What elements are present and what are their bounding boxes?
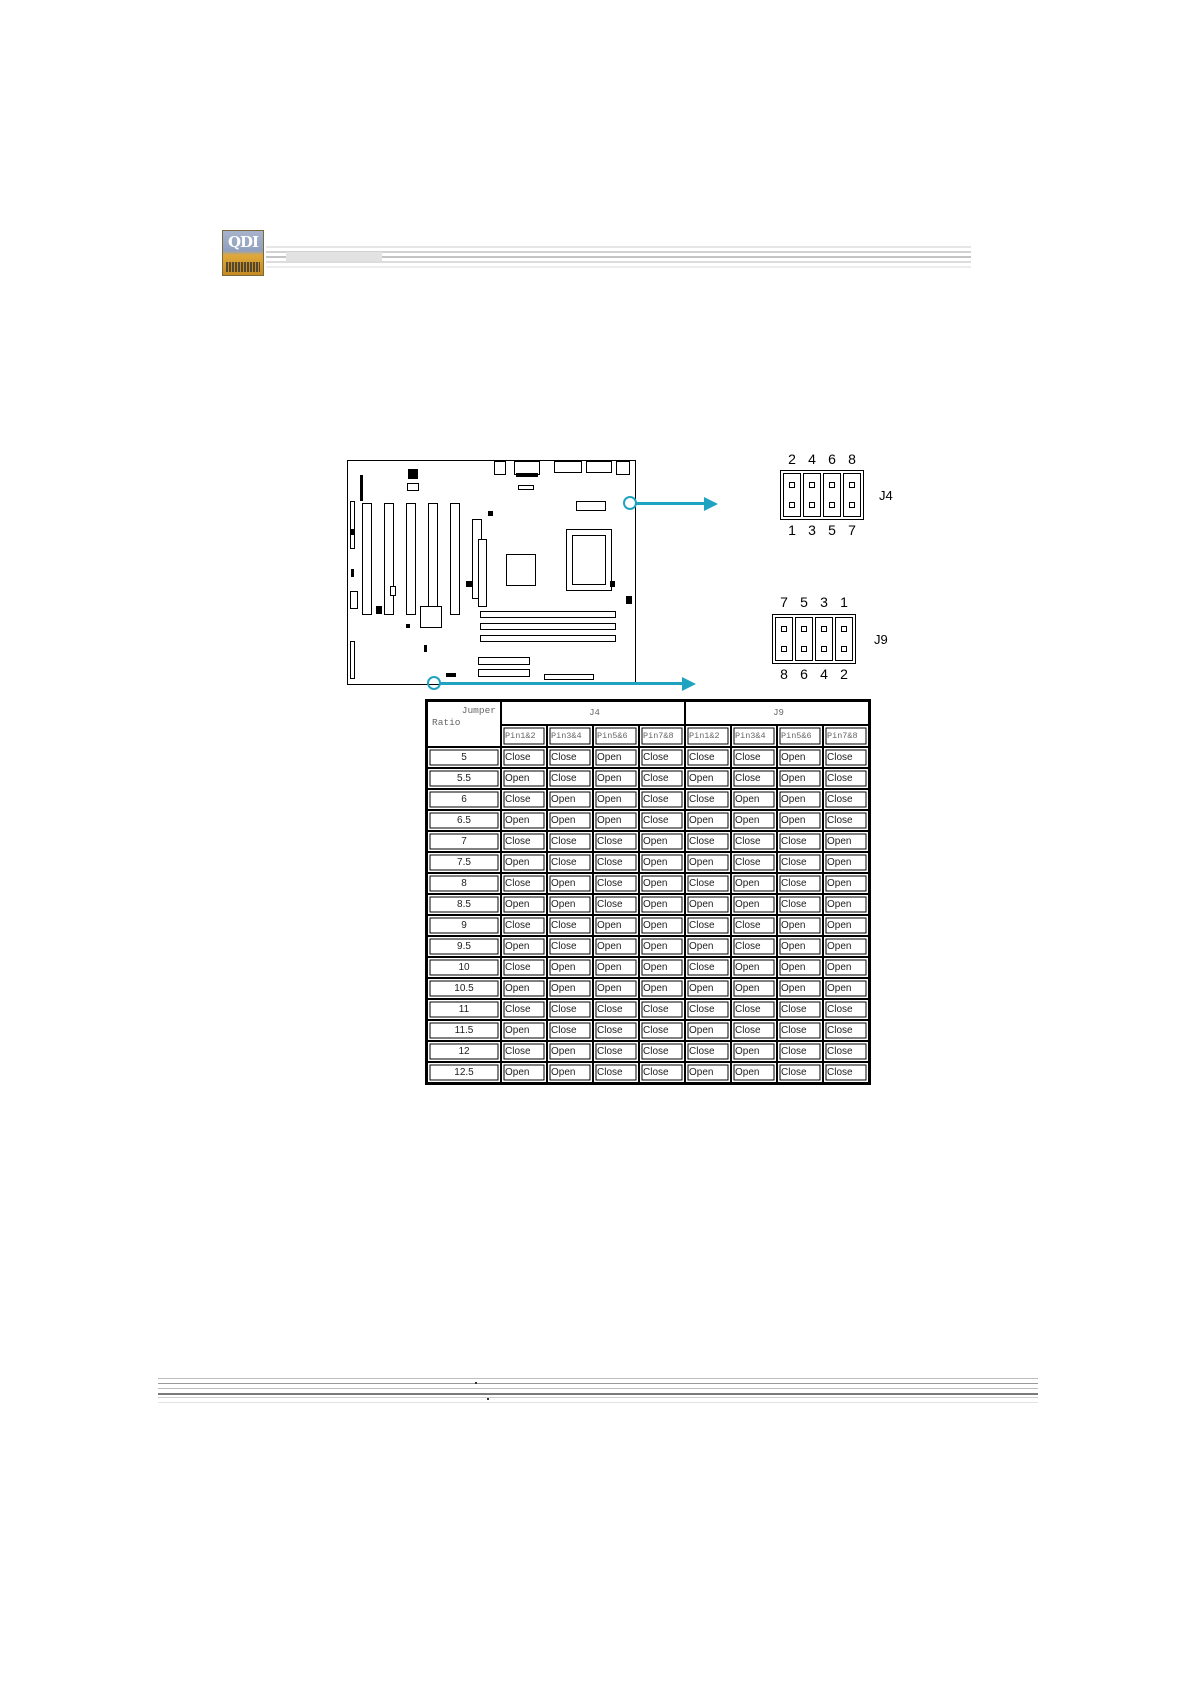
jumper-state-cell: Open xyxy=(823,831,869,852)
jumper-state-cell: Open xyxy=(639,936,685,957)
jumper-state-cell: Close xyxy=(547,768,593,789)
jumper-state-cell: Open xyxy=(639,915,685,936)
jumper-state-cell: Open xyxy=(731,957,777,978)
corner-jumper: Jumper xyxy=(461,705,496,716)
jumper-state-cell: Open xyxy=(593,978,639,999)
table-subheader: Pin5&6 xyxy=(593,725,639,747)
jumper-state-cell: Close xyxy=(731,852,777,873)
jumper-state-cell: Close xyxy=(593,852,639,873)
footer-mark xyxy=(487,1398,489,1400)
table-row xyxy=(427,1062,869,1083)
jumper-state-cell: Open xyxy=(501,894,547,915)
j9-bottom-pin: 2 xyxy=(840,666,848,682)
jumper-state-cell: Open xyxy=(593,915,639,936)
jumper-state-cell: Open xyxy=(547,894,593,915)
jumper-state-cell: Open xyxy=(547,810,593,831)
jumper-state-cell: Open xyxy=(593,789,639,810)
j4-arrow-head xyxy=(704,497,718,511)
jumper-state-cell: Open xyxy=(777,789,823,810)
j4-bottom-pin: 3 xyxy=(808,522,816,538)
motherboard-diagram xyxy=(347,460,636,685)
ratio-cell: 6 xyxy=(427,789,501,810)
jumper-j4-diagram xyxy=(780,448,900,548)
jumper-state-cell: Open xyxy=(547,978,593,999)
table-row xyxy=(427,1020,869,1041)
ratio-cell: 11 xyxy=(427,999,501,1020)
jumper-state-cell: Close xyxy=(823,1041,869,1062)
table-row xyxy=(427,852,869,873)
jumper-state-cell: Close xyxy=(685,999,731,1020)
jumper-state-cell: Open xyxy=(685,1020,731,1041)
jumper-state-cell: Close xyxy=(593,894,639,915)
ratio-cell: 8 xyxy=(427,873,501,894)
ratio-cell: 10 xyxy=(427,957,501,978)
jumper-state-cell: Open xyxy=(731,1062,777,1083)
j4-top-pin: 6 xyxy=(828,451,836,467)
table-row xyxy=(427,999,869,1020)
ratio-cell: 10.5 xyxy=(427,978,501,999)
jumper-state-cell: Open xyxy=(731,873,777,894)
jumper-state-cell: Close xyxy=(777,1020,823,1041)
table-row xyxy=(427,936,869,957)
jumper-state-cell: Open xyxy=(777,936,823,957)
jumper-state-cell: Close xyxy=(823,1020,869,1041)
jumper-state-cell: Close xyxy=(593,1062,639,1083)
table-subheader: Pin3&4 xyxy=(547,725,593,747)
table-row xyxy=(427,1041,869,1062)
jumper-state-cell: Open xyxy=(593,768,639,789)
ratio-cell: 9.5 xyxy=(427,936,501,957)
jumper-state-cell: Open xyxy=(823,978,869,999)
table-subheader: Pin1&2 xyxy=(685,725,731,747)
jumper-state-cell: Open xyxy=(685,810,731,831)
table-subheader: Pin7&8 xyxy=(823,725,869,747)
jumper-state-cell: Open xyxy=(593,810,639,831)
jumper-state-cell: Close xyxy=(501,831,547,852)
jumper-state-cell: Open xyxy=(777,915,823,936)
jumper-state-cell: Open xyxy=(731,810,777,831)
jumper-state-cell: Open xyxy=(639,831,685,852)
jumper-state-cell: Open xyxy=(639,852,685,873)
table-row xyxy=(427,768,869,789)
j9-top-pin: 3 xyxy=(820,594,828,610)
jumper-state-cell: Close xyxy=(593,831,639,852)
jumper-state-cell: Close xyxy=(547,936,593,957)
logo-text: QDI xyxy=(227,233,259,251)
jumper-state-cell: Close xyxy=(593,873,639,894)
table-group-j9: J9 xyxy=(685,701,869,725)
j9-bottom-pin: 6 xyxy=(800,666,808,682)
jumper-state-cell: Close xyxy=(731,999,777,1020)
jumper-state-cell: Open xyxy=(685,852,731,873)
jumper-state-cell: Close xyxy=(547,999,593,1020)
jumper-state-cell: Open xyxy=(731,1041,777,1062)
ratio-cell: 8.5 xyxy=(427,894,501,915)
jumper-state-cell: Close xyxy=(501,915,547,936)
table-row xyxy=(427,873,869,894)
table-row xyxy=(427,747,869,768)
jumper-state-cell: Open xyxy=(501,978,547,999)
jumper-state-cell: Open xyxy=(547,1062,593,1083)
jumper-state-cell: Close xyxy=(777,852,823,873)
table-subheader: Pin1&2 xyxy=(501,725,547,747)
table-row xyxy=(427,789,869,810)
header-tab xyxy=(286,252,382,261)
j4-arrow xyxy=(636,502,706,505)
ratio-cell: 5 xyxy=(427,747,501,768)
jumper-state-cell: Close xyxy=(639,768,685,789)
jumper-state-cell: Open xyxy=(685,894,731,915)
jumper-state-cell: Close xyxy=(777,873,823,894)
table-row xyxy=(427,957,869,978)
jumper-state-cell: Open xyxy=(593,957,639,978)
jumper-state-cell: Open xyxy=(593,936,639,957)
j4-top-pin: 4 xyxy=(808,451,816,467)
jumper-state-cell: Close xyxy=(823,747,869,768)
jumper-state-cell: Close xyxy=(777,831,823,852)
jumper-state-cell: Open xyxy=(731,789,777,810)
jumper-state-cell: Open xyxy=(501,936,547,957)
jumper-state-cell: Open xyxy=(823,936,869,957)
jumper-state-cell: Close xyxy=(731,831,777,852)
jumper-state-cell: Open xyxy=(731,894,777,915)
j9-top-pin: 7 xyxy=(780,594,788,610)
ratio-cell: 9 xyxy=(427,915,501,936)
jumper-state-cell: Open xyxy=(685,768,731,789)
jumper-state-cell: Close xyxy=(823,810,869,831)
j4-label: J4 xyxy=(879,488,893,503)
jumper-state-cell: Open xyxy=(593,747,639,768)
jumper-state-cell: Close xyxy=(501,747,547,768)
jumper-state-cell: Open xyxy=(547,957,593,978)
table-row xyxy=(427,894,869,915)
jumper-state-cell: Close xyxy=(639,1062,685,1083)
jumper-state-cell: Open xyxy=(501,1020,547,1041)
jumper-state-cell: Close xyxy=(501,789,547,810)
jumper-state-cell: Close xyxy=(777,1062,823,1083)
j9-top-pin: 1 xyxy=(840,594,848,610)
jumper-state-cell: Close xyxy=(685,789,731,810)
table-subheader: Pin5&6 xyxy=(777,725,823,747)
header-rule xyxy=(266,246,971,276)
jumper-state-cell: Open xyxy=(777,768,823,789)
jumper-state-cell: Close xyxy=(547,747,593,768)
logo-barcode xyxy=(226,262,260,272)
jumper-state-cell: Close xyxy=(639,1020,685,1041)
jumper-state-cell: Open xyxy=(777,978,823,999)
jumper-state-cell: Close xyxy=(593,999,639,1020)
jumper-state-cell: Close xyxy=(685,957,731,978)
jumper-state-cell: Open xyxy=(639,957,685,978)
j4-bottom-pin: 1 xyxy=(788,522,796,538)
jumper-state-cell: Close xyxy=(639,789,685,810)
jumper-state-cell: Close xyxy=(685,873,731,894)
j4-top-pin: 8 xyxy=(848,451,856,467)
ratio-cell: 5.5 xyxy=(427,768,501,789)
jumper-state-cell: Close xyxy=(547,915,593,936)
jumper-state-cell: Close xyxy=(685,831,731,852)
jumper-state-cell: Close xyxy=(731,936,777,957)
table-group-row xyxy=(427,701,869,725)
jumper-j9-diagram xyxy=(772,592,902,692)
jumper-state-cell: Close xyxy=(823,999,869,1020)
jumper-state-cell: Open xyxy=(823,852,869,873)
j4-bottom-pin: 7 xyxy=(848,522,856,538)
jumper-state-cell: Open xyxy=(777,957,823,978)
jumper-state-cell: Close xyxy=(685,1041,731,1062)
jumper-state-cell: Close xyxy=(685,915,731,936)
footer-mark xyxy=(475,1382,477,1384)
jumper-state-cell: Close xyxy=(823,768,869,789)
jumper-state-cell: Close xyxy=(639,747,685,768)
jumper-state-cell: Close xyxy=(731,1020,777,1041)
ratio-cell: 12.5 xyxy=(427,1062,501,1083)
jumper-state-cell: Close xyxy=(823,789,869,810)
jumper-state-cell: Open xyxy=(639,873,685,894)
table-row xyxy=(427,915,869,936)
jumper-state-cell: Close xyxy=(593,1041,639,1062)
j4-bottom-pin: 5 xyxy=(828,522,836,538)
table-row xyxy=(427,978,869,999)
j9-arrow-head xyxy=(682,677,696,691)
jumper-state-cell: Open xyxy=(685,978,731,999)
jumper-state-cell: Close xyxy=(501,957,547,978)
j4-top-pin: 2 xyxy=(788,451,796,467)
j4-locator-circle xyxy=(623,496,637,510)
jumper-state-cell: Close xyxy=(501,1041,547,1062)
jumper-state-cell: Open xyxy=(501,1062,547,1083)
jumper-state-cell: Close xyxy=(777,894,823,915)
table-subheader: Pin3&4 xyxy=(731,725,777,747)
j9-bottom-pin: 4 xyxy=(820,666,828,682)
jumper-state-cell: Close xyxy=(777,999,823,1020)
jumper-state-cell: Close xyxy=(731,768,777,789)
jumper-ratio-table xyxy=(425,699,871,1085)
table-subheader: Pin7&8 xyxy=(639,725,685,747)
jumper-state-cell: Open xyxy=(823,894,869,915)
corner-ratio: Ratio xyxy=(432,717,461,728)
jumper-state-cell: Close xyxy=(639,1041,685,1062)
table-group-j4: J4 xyxy=(501,701,685,725)
jumper-state-cell: Open xyxy=(685,936,731,957)
jumper-state-cell: Close xyxy=(639,999,685,1020)
jumper-state-cell: Open xyxy=(823,873,869,894)
ratio-cell: 12 xyxy=(427,1041,501,1062)
jumper-state-cell: Open xyxy=(639,978,685,999)
jumper-state-cell: Close xyxy=(731,747,777,768)
ratio-cell: 7 xyxy=(427,831,501,852)
ratio-cell: 6.5 xyxy=(427,810,501,831)
jumper-state-cell: Close xyxy=(501,873,547,894)
table-corner-header xyxy=(427,701,501,747)
ratio-cell: 11.5 xyxy=(427,1020,501,1041)
jumper-state-cell: Open xyxy=(501,768,547,789)
jumper-state-cell: Open xyxy=(823,915,869,936)
j9-arrow xyxy=(440,682,684,685)
table-row xyxy=(427,831,869,852)
table-row xyxy=(427,810,869,831)
jumper-state-cell: Close xyxy=(593,1020,639,1041)
footer-rule xyxy=(158,1378,1038,1408)
jumper-state-cell: Open xyxy=(823,957,869,978)
jumper-state-cell: Open xyxy=(547,873,593,894)
qdi-logo xyxy=(222,230,264,276)
j9-label: J9 xyxy=(874,632,888,647)
j9-top-pin: 5 xyxy=(800,594,808,610)
j9-locator-circle xyxy=(427,676,441,690)
jumper-state-cell: Close xyxy=(639,810,685,831)
jumper-state-cell: Close xyxy=(823,1062,869,1083)
jumper-state-cell: Close xyxy=(501,999,547,1020)
ratio-cell: 7.5 xyxy=(427,852,501,873)
jumper-state-cell: Open xyxy=(685,1062,731,1083)
jumper-state-cell: Open xyxy=(777,747,823,768)
jumper-state-cell: Close xyxy=(731,915,777,936)
jumper-state-cell: Open xyxy=(547,789,593,810)
jumper-state-cell: Close xyxy=(547,831,593,852)
jumper-state-cell: Close xyxy=(777,1041,823,1062)
jumper-state-cell: Close xyxy=(547,1020,593,1041)
jumper-state-cell: Close xyxy=(685,747,731,768)
j9-bottom-pin: 8 xyxy=(780,666,788,682)
jumper-state-cell: Open xyxy=(547,1041,593,1062)
jumper-state-cell: Open xyxy=(731,978,777,999)
jumper-state-cell: Open xyxy=(639,894,685,915)
jumper-state-cell: Close xyxy=(547,852,593,873)
jumper-state-cell: Open xyxy=(501,810,547,831)
jumper-state-cell: Open xyxy=(777,810,823,831)
jumper-state-cell: Open xyxy=(501,852,547,873)
